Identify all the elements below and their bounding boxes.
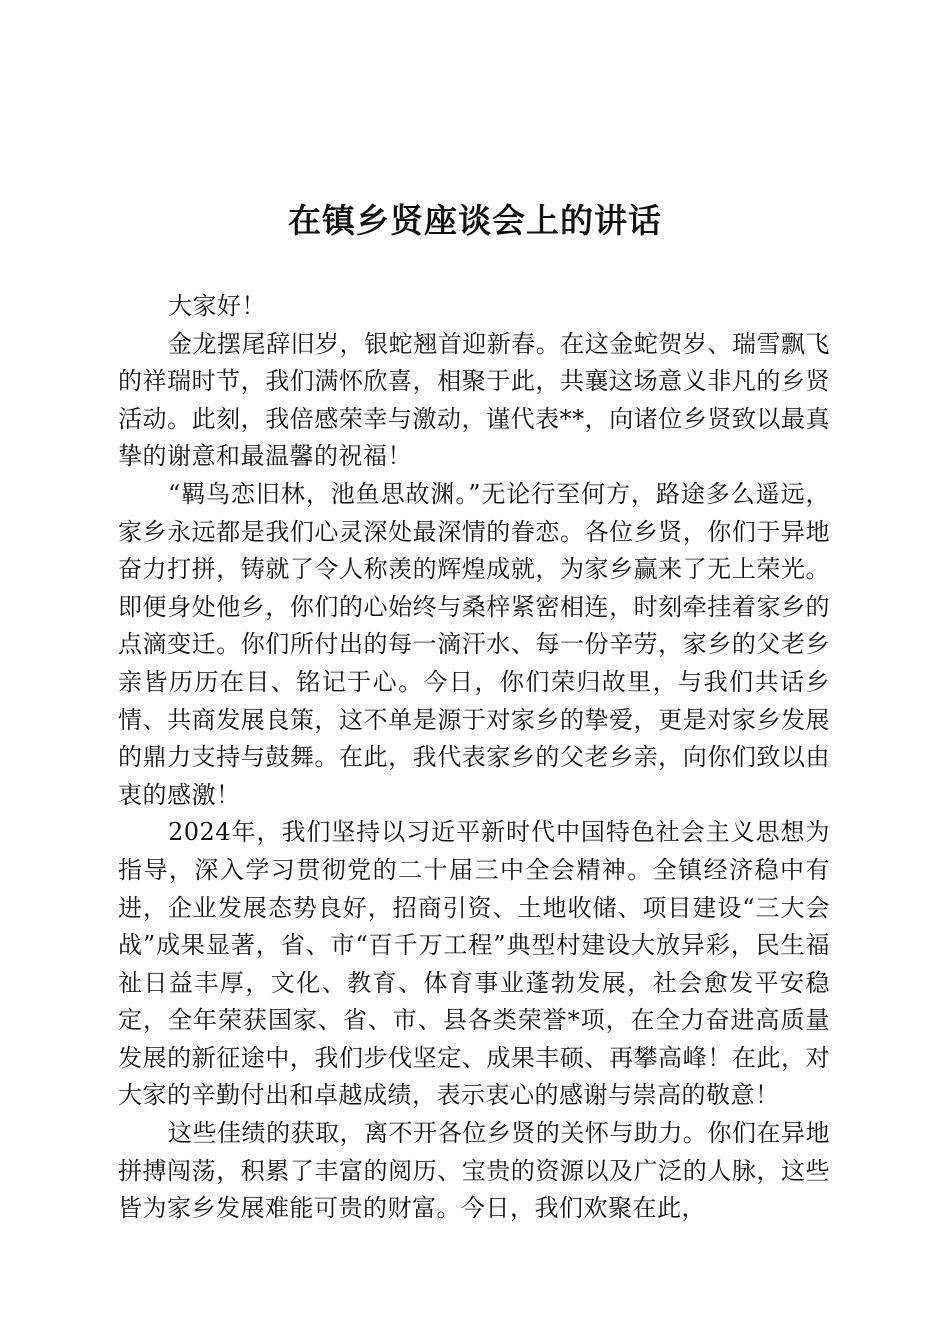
paragraph: 这些佳绩的获取，离不开各位乡贤的关怀与助力。你们在异地拼搏闯荡，积累了丰富的阅历、宝贵的资源以及广泛的人脉，这些皆为家乡发展难能可贵的财富。今日，我们欢聚在此， (118, 1119, 830, 1223)
paragraph: “羁鸟恋旧林，池鱼思故渊。”无论行至何方，路途多么遥远，家乡永远都是我们心灵深处最深情的眷恋。各位乡贤，你们于异地奋力打拼，铸就了令人称羡的辉煌成就，为家乡赢来了无上荣光。即便身处他乡，你们的心始终与桑梓紧密相连，时刻牵挂着家乡的点滴变迁。你们所付出的每一滴汗水、每一份辛劳，家乡的父老乡亲皆历历在目、铭记于心。今日，你们荣归故里，与我们共话乡情、共商发展良策，这不单是源于对家乡的挚爱，更是对家乡发展的鼎力支持与鼓舞。在此，我代表家乡的父老乡亲，向你们致以由衷的感激！ (118, 479, 830, 809)
document-body (118, 288, 830, 1228)
paragraph-greeting: 大家好！ (168, 292, 266, 320)
paragraph: 2024年，我们坚持以习近平新时代中国特色社会主义思想为指导，深入学习贯彻党的二十届三中全会精神。全镇经济稳中有进，企业发展态势良好，招商引资、土地收储、项目建设“三大会战”成果显著，省、市“百千万工程”典型村建设大放异彩，民生福祉日益丰厚，文化、教育、体育事业蓬勃发展，社会愈发平安稳定，全年荣获国家、省、市、县各类荣誉*项，在全力奋进高质量发展的新征途中，我们步伐坚定、成果丰硕、再攀高峰！在此，对大家的辛勤付出和卓越成绩，表示衷心的感谢与崇高的敬意！ (118, 818, 830, 1110)
paragraph: 金龙摆尾辞旧岁，银蛇翘首迎新春。在这金蛇贺岁、瑞雪飘飞的祥瑞时节，我们满怀欣喜，相聚于此，共襄这场意义非凡的乡贤活动。此刻，我倍感荣幸与激动，谨代表**，向诸位乡贤致以最真挚的谢意和最温馨的祝福！ (118, 329, 830, 471)
document-title: 在镇乡贤座谈会上的讲话 (288, 201, 662, 240)
